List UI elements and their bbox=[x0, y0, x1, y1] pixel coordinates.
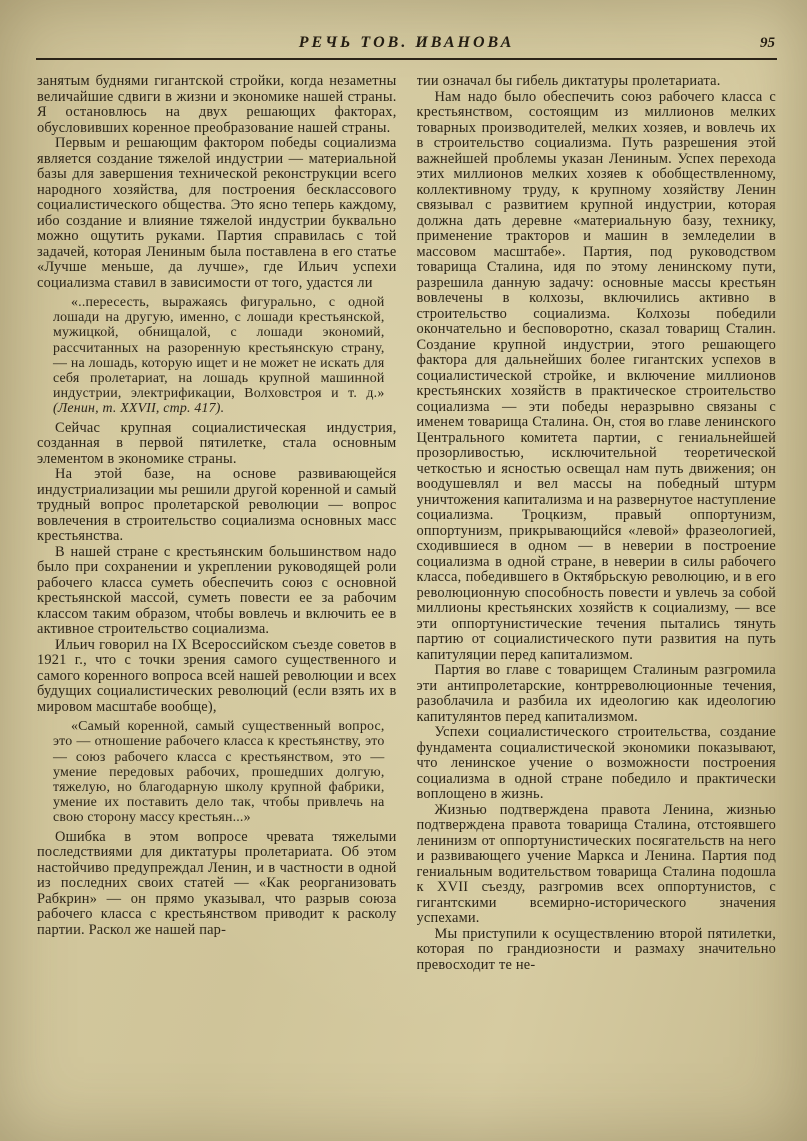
citation: (Ленин, т. XXVII, стр. 417). bbox=[53, 401, 225, 417]
text-column-right bbox=[417, 74, 777, 1123]
text-column-left bbox=[37, 74, 397, 1123]
body-paragraph: Ильич говорил на IX Всероссийском съезде советов в 1921 г., что с точки зрения самого существенного и самого коренного вопроса всей нашей революции и всех будущих социалистических революций (если взять их в мировом масштабе вообще), bbox=[37, 636, 397, 715]
page-number: 95 bbox=[760, 35, 775, 51]
body-paragraph: В нашей стране с крестьянским большинством надо было при сохранении и укреплении руководящей роли рабочего класса суметь обеспечить союз с основной крестьянской массой, суметь повести ее за рабочим классом таким образом, чтобы вовлечь и включить ее в активное строительство социализма. bbox=[37, 543, 397, 638]
header-rule bbox=[36, 58, 777, 60]
body-paragraph: Партия во главе с товарищем Сталиным разгромила эти антипролетарские, контрреволюционные течения, разоблачила и разбила их идеологию как идеологию капитулянтов перед капитализмом. bbox=[416, 662, 776, 725]
text-columns bbox=[37, 74, 776, 1123]
body-paragraph: тии означал бы гибель диктатуры пролетариата. bbox=[416, 74, 721, 89]
body-paragraph: Жизнью подтверждена правота Ленина, жизнью подтверждена правота товарища Сталина, отстоявшего ленинизм от оппортунистических посягательств на него и развивающего учение Маркса и Ленина. Партия под гениальным водительством товарища Сталина подошла к XVII съезду, разгромив всех оппортунистов, с гигантскими всемирно-исторического значения успехами. bbox=[416, 801, 776, 926]
running-header bbox=[36, 34, 777, 56]
body-paragraph: Ошибка в этом вопросе чревата тяжелыми последствиями для диктатуры пролетариата. Об этом настойчиво предупреждал Ленин, и в частности в одной из последних своих статей — «Как реорганизовать Рабкрин» — он прямо указывал, что разрыв союза рабочего класса с крестьянством приводит к расколу партии. Раскол же нашей пар- bbox=[37, 828, 397, 938]
body-paragraph: Нам надо было обеспечить союз рабочего класса с крестьянством, состоящим из миллионов мелких товарных производителей, мелких хозяев, и вовлечь их в строительство социализма. Путь разрешения этой важнейшей проблемы указан Лениным. Успех перехода этих миллионов мелких хозяев к обобществленному, коллективному труду, к крупному хозяйству Ленин связывал с развитием крупной индустрии, которая должна дать деревне «материальную базу, технику, применение тракторов и машин в земледелии в массовом масштабе». Партия, под руководством товарища Сталина, идя по этому ленинскому пути, разрешила данную задачу: основные массы крестьян вовлечены в колхозы, включились активно в строительство социализма. Колхозы победили окончательно и бесповоротно, сказал товарищ Сталин. Создание крупной индустрии, этого решающего фактора для дальнейших более гигантских успехов в социалистической стройке, и включение миллионов крестьянских хозяйств в практическое строительство социализма — эти победы неразрывно связаны с именем товарища Сталина. Он, стоя во главе ленинского Центрального комитета партии, с гениальнейшей прозорливостью, исключительной теоретической четкостью и ясностью освещал нам путь движения; он воодушевлял и вел массы на победный штурм уничтожения капитализма и на развернутое наступление социализма. Троцкизм, правый оппортунизм, оппортунизм, прикрывающийся «левой» фразеологией, сходившиеся в одном — в неверии в построение социализма в одной стране, в неверии в силы рабочего класса, победившего в Октябрьскую революцию, и в его революционную способность повести и увлечь за собой миллионы крестьянских хозяйств к социализму, — все эти оппортунистические течения пытались тянуть партию от социалистического пути развития на путь капитуляции перед капитализмом. bbox=[416, 88, 776, 663]
body-paragraph: Успехи социалистического строительства, создание фундамента социалистической экономики показывают, что ленинское учение о возможности построения социализма в одной стране победило и практически воплощено в жизнь. bbox=[416, 724, 776, 802]
body-paragraph: занятым буднями гигантской стройки, когда незаметны величайшие сдвиги в жизни и экономике нашей страны. Я остановлюсь на двух решающих факторах, обусловивших коренное преобразование нашей страны. bbox=[37, 74, 397, 136]
quote-paragraph: «..пересесть, выражаясь фигурально, с одной лошади на другую, именно, с лошади крестьянской, мужицкой, обнищалой, с лошади экономий, рассчитанных на разоренную крестьянскую страну, — на лошадь, которую ищет и не может не искать для себя пролетариат, на лошадь крупной машинной индустрии, электрификации, Волховстроя и т. д.» (Ленин, т. XXVII, стр. 417). bbox=[53, 295, 385, 417]
body-paragraph: На этой базе, на основе развивающейся индустриализации мы решили другой коренной и самый трудный вопрос пролетарской революции — вопрос вовлечения в строительство социализма основных масс крестьянства. bbox=[37, 466, 397, 545]
page-title: РЕЧЬ ТОВ. ИВАНОВА bbox=[298, 34, 515, 51]
body-paragraph: Сейчас крупная социалистическая индустрия, созданная в первой пятилетке, стала основным элементом в экономике страны. bbox=[37, 419, 397, 467]
body-paragraph: Первым и решающим фактором победы социализма является создание тяжелой индустрии — материальной базы для завершения технической реконструкции всего народного хозяйства, для построения бесклассового социалистического общества. Это ясно теперь каждому, ибо создание и влияние тяжелой индустрии буквально можно ощутить руками. Партия справилась с той задачей, которая Лениным была поставлена в его статье «Лучше меньше, да лучше», где Ильич успехи социализма ставил в зависимости от того, удастся ли bbox=[37, 135, 397, 291]
quote-paragraph: «Самый коренной, самый существенный вопрос, это — отношение рабочего класса к крестьянству, это — союз рабочего класса с крестьянством, это — умение передовых рабочих, прошедших долгую, тяжелую, но благодарную школу крупной фабрики, умение их поставить дело так, чтобы привлечь на свою сторону массу крестьян...» bbox=[53, 719, 385, 826]
body-paragraph: Мы приступили к осуществлению второй пятилетки, которая по грандиозности и размаху значительно превосходит те не- bbox=[416, 925, 776, 973]
